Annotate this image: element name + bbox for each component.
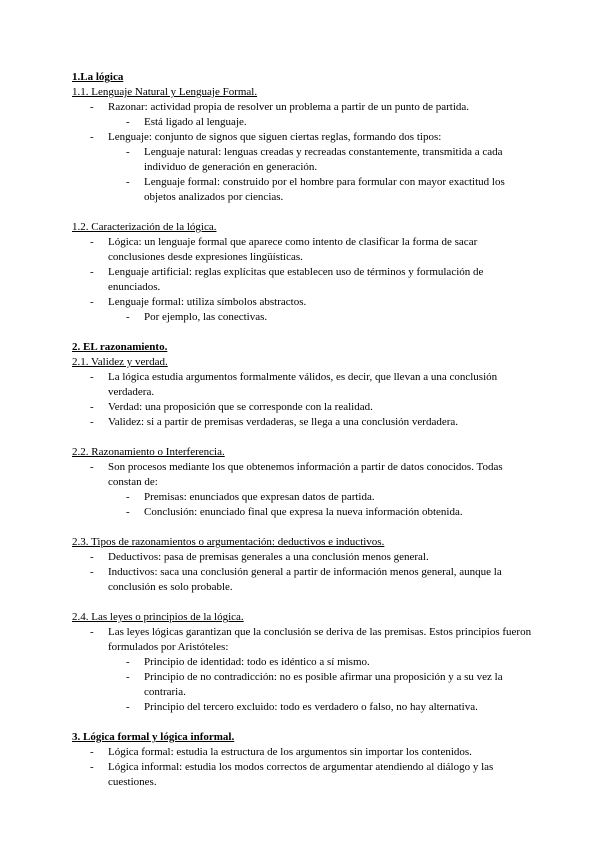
list-item-text: Lenguaje formal: utiliza símbolos abstractos. — [108, 296, 307, 308]
dash-bullet: - — [90, 761, 94, 773]
dash-bullet: - — [126, 506, 130, 518]
dash-bullet: - — [90, 461, 94, 473]
section-2-2-title: 2.2. Razonamiento o Interferencia. — [72, 446, 225, 458]
list-item — [108, 145, 532, 175]
list-item-text: Premisas: enunciados que expresan datos de partida. — [144, 491, 375, 503]
list-item — [108, 115, 532, 130]
dash-bullet: - — [126, 176, 130, 188]
section-2-title: 2. EL razonamiento. — [72, 341, 168, 353]
list-item — [72, 100, 532, 130]
section-2-1-list — [72, 370, 532, 430]
dash-bullet: - — [90, 131, 94, 143]
section-2-2-list — [72, 460, 532, 520]
section-1-2-title: 1.2. Caracterización de la lógica. — [72, 221, 217, 233]
dash-bullet: - — [90, 101, 94, 113]
dash-bullet: - — [90, 296, 94, 308]
list-item-text: Lenguaje natural: lenguas creadas y recreadas constantemente, transmitida a cada individuo de generación en generación. — [144, 146, 503, 173]
dash-bullet: - — [126, 701, 130, 713]
list-item-text: Validez: si a partir de premisas verdaderas, se llega a una conclusión verdadera. — [108, 416, 459, 428]
list-item-text: Deductivos: pasa de premisas generales a una conclusión menos general. — [108, 551, 429, 563]
list-item — [72, 565, 532, 595]
list-item — [108, 505, 532, 520]
list-item-text: Inductivos: saca una conclusión general a partir de información menos general, aunque la conclusión es solo probable. — [108, 566, 502, 593]
dash-bullet: - — [126, 671, 130, 683]
list-item-text: Las leyes lógicas garantizan que la conclusión se deriva de las premisas. Estos principios fueron formulados por Aristóteles: — [108, 626, 532, 653]
list-item-text: Principio del tercero excluido: todo es verdadero o falso, no hay alternativa. — [144, 701, 478, 713]
list-item — [72, 550, 532, 565]
dash-bullet: - — [90, 551, 94, 563]
list-item-text: Está ligado al lenguaje. — [144, 116, 247, 128]
section-3-list — [72, 745, 532, 790]
nested-list — [108, 145, 532, 205]
dash-bullet: - — [90, 566, 94, 578]
list-item-text: Lógica: un lenguaje formal que aparece como intento de clasificar la forma de sacar conclusiones desde expresiones lingüísticas. — [108, 236, 478, 263]
nested-list — [108, 310, 532, 325]
dash-bullet: - — [126, 491, 130, 503]
nested-list — [108, 490, 532, 520]
section-2-3-title: 2.3. Tipos de razonamientos o argumentación: deductivos e inductivos. — [72, 536, 385, 548]
section-2-1-title: 2.1. Validez y verdad. — [72, 356, 168, 368]
list-item — [72, 130, 532, 205]
list-item — [108, 670, 532, 700]
section-2-3-list — [72, 550, 532, 595]
dash-bullet: - — [90, 626, 94, 638]
dash-bullet: - — [90, 266, 94, 278]
list-item-text: Conclusión: enunciado final que expresa la nueva información obtenida. — [144, 506, 463, 518]
section-1-1-title: 1.1. Lenguaje Natural y Lenguaje Formal. — [72, 86, 258, 98]
list-item — [72, 400, 532, 415]
list-item-text: Lógica formal: estudia la estructura de los argumentos sin importar los contenidos. — [108, 746, 472, 758]
list-item-text: Lenguaje: conjunto de signos que siguen ciertas reglas, formando dos tipos: — [108, 131, 442, 143]
list-item — [108, 310, 532, 325]
list-item — [108, 655, 532, 670]
list-item-text: Lenguaje artificial: reglas explícitas que establecen uso de términos y formulación de enunciados. — [108, 266, 484, 293]
list-item-text: Verdad: una proposición que se corresponde con la realidad. — [108, 401, 373, 413]
section-1-title: 1.La lógica — [72, 71, 124, 83]
dash-bullet: - — [126, 656, 130, 668]
section-1-2-list — [72, 235, 532, 325]
list-item — [108, 175, 532, 205]
dash-bullet: - — [126, 116, 130, 128]
dash-bullet: - — [90, 746, 94, 758]
section-1-1-list — [72, 100, 532, 205]
section-2-4-list — [72, 625, 532, 715]
list-item — [72, 265, 532, 295]
list-item — [72, 460, 532, 520]
list-item — [72, 745, 532, 760]
list-item-text: Principio de identidad: todo es idéntico a sí mismo. — [144, 656, 370, 668]
list-item-text: Lenguaje formal: construido por el hombre para formular con mayor exactitud los objetos analizados por ciencias. — [144, 176, 505, 203]
dash-bullet: - — [90, 371, 94, 383]
dash-bullet: - — [90, 236, 94, 248]
list-item — [72, 295, 532, 325]
list-item-text: Por ejemplo, las conectivas. — [144, 311, 268, 323]
list-item-text: Son procesos mediante los que obtenemos información a partir de datos conocidos. Todas constan de: — [108, 461, 503, 488]
nested-list — [108, 655, 532, 715]
list-item-text: Principio de no contradicción: no es posible afirmar una proposición y a su vez la contraria. — [144, 671, 503, 698]
dash-bullet: - — [126, 146, 130, 158]
list-item — [108, 490, 532, 505]
list-item — [72, 760, 532, 790]
dash-bullet: - — [90, 416, 94, 428]
list-item-text: La lógica estudia argumentos formalmente válidos, es decir, que llevan a una conclusión verdadera. — [108, 371, 498, 398]
nested-list — [108, 115, 532, 130]
section-3-title: 3. Lógica formal y lógica informal. — [72, 731, 235, 743]
list-item — [72, 370, 532, 400]
list-item — [108, 700, 532, 715]
list-item — [72, 235, 532, 265]
section-2-4-title: 2.4. Las leyes o principios de la lógica. — [72, 611, 244, 623]
list-item-text: Razonar: actividad propia de resolver un problema a partir de un punto de partida. — [108, 101, 470, 113]
document-content — [72, 70, 532, 790]
list-item-text: Lógica informal: estudia los modos correctos de argumentar atendiendo al diálogo y las cuestiones. — [108, 761, 494, 788]
dash-bullet: - — [126, 311, 130, 323]
list-item — [72, 415, 532, 430]
list-item — [72, 625, 532, 715]
dash-bullet: - — [90, 401, 94, 413]
